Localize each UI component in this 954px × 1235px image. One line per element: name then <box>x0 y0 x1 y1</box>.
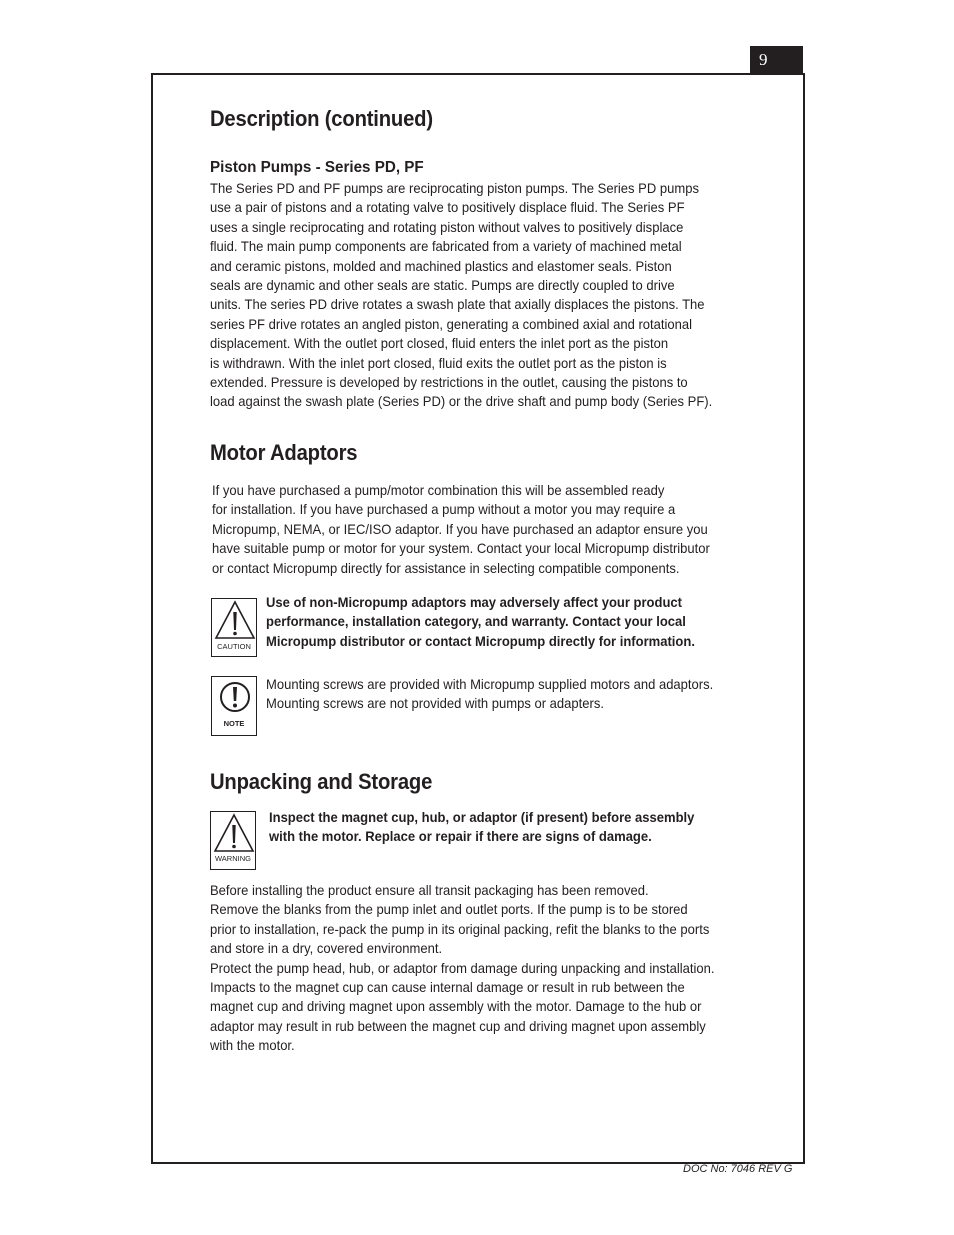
text-line: uses a single reciprocating and rotating piston without valves to positively displace <box>210 218 684 235</box>
text-line: Impacts to the magnet cup can cause internal damage or result in rub between the <box>210 979 685 996</box>
text-line: adaptor may result in rub between the magnet cup and driving magnet upon assembly <box>210 1017 706 1034</box>
text-line: extended. Pressure is developed by restrictions in the outlet, causing the pistons to <box>210 374 688 391</box>
text-line: magnet cup and driving magnet upon assembly with the motor. Damage to the hub or <box>210 998 702 1015</box>
note-text <box>266 675 747 714</box>
caution-text <box>266 593 727 651</box>
text-line: with the motor. <box>210 1037 295 1054</box>
document-number: DOC No: 7046 REV G <box>683 1163 793 1175</box>
text-line: If you have purchased a pump/motor combination this will be assembled ready <box>212 482 665 498</box>
text-line: Before installing the product ensure all transit packaging has been removed. <box>210 882 649 898</box>
text-line: units. The series PD drive rotates a swash plate that axially displaces the pistons. The <box>210 296 705 313</box>
warning-text <box>269 808 726 847</box>
description-paragraph <box>210 179 750 412</box>
text-line: prior to installation, re-pack the pump in its original packing, refit the blanks to the ports <box>210 920 710 937</box>
text-line: load against the swash plate (Series PD) or the drive shaft and pump body (Series PF). <box>210 393 713 410</box>
text-line: have suitable pump or motor for your system. Contact your local Micropump distributor <box>212 540 710 557</box>
text-line: Micropump, NEMA, or IEC/ISO adaptor. If you have purchased an adaptor ensure you <box>212 520 708 537</box>
note-icon-label: NOTE <box>223 719 245 728</box>
text-line: Micropump distributor or contact Micropump directly for information. <box>266 632 695 649</box>
text-line: Inspect the magnet cup, hub, or adaptor (if present) before assembly <box>269 809 695 825</box>
unpacking-paragraph <box>210 881 752 1056</box>
text-line: seals are dynamic and other seals are static. Pumps are directly coupled to drive <box>210 277 675 294</box>
warning-icon-label: WARNING <box>215 854 251 863</box>
unpacking-heading: Unpacking and Storage <box>210 769 433 794</box>
warning-icon <box>210 811 256 870</box>
text-line: with the motor. Replace or repair if there are signs of damage. <box>269 828 652 845</box>
text-line: is withdrawn. With the inlet port closed, fluid exits the outlet port as the piston is <box>210 354 667 371</box>
text-line: Use of non-Micropump adaptors may adversely affect your product <box>266 594 683 610</box>
motor-adaptors-paragraph <box>212 481 747 578</box>
text-line: The Series PD and PF pumps are reciprocating piston pumps. The Series PD pumps <box>210 180 699 196</box>
text-line: or contact Micropump directly for assistance in selecting compatible components. <box>212 559 680 576</box>
page-number: 9 <box>759 50 768 69</box>
text-line: performance, installation category, and warranty. Contact your local <box>266 613 686 630</box>
text-line: for installation. If you have purchased a pump without a motor you may require a <box>212 501 676 518</box>
text-line: Mounting screws are not provided with pumps or adapters. <box>266 695 604 712</box>
text-line: and store in a dry, covered environment. <box>210 940 443 957</box>
text-line: Mounting screws are provided with Micropump supplied motors and adaptors. <box>266 676 714 692</box>
text-line: Remove the blanks from the pump inlet and outlet ports. If the pump is to be stored <box>210 901 688 918</box>
motor-adaptors-heading: Motor Adaptors <box>210 440 358 465</box>
text-line: use a pair of pistons and a rotating valve to positively displace fluid. The Series PF <box>210 199 685 216</box>
piston-pumps-subheading: Piston Pumps - Series PD, PF <box>210 159 424 176</box>
caution-icon <box>211 598 257 657</box>
note-icon <box>211 676 257 736</box>
description-heading: Description (continued) <box>210 106 433 131</box>
text-line: Protect the pump head, hub, or adaptor from damage during unpacking and installation. <box>210 959 715 976</box>
caution-icon-label: CAUTION <box>217 642 251 651</box>
text-line: and ceramic pistons, molded and machined plastics and elastomer seals. Piston <box>210 257 672 274</box>
page-number-tab <box>750 46 803 74</box>
text-line: series PF drive rotates an angled piston, generating a combined axial and rotational <box>210 315 693 332</box>
text-line: fluid. The main pump components are fabricated from a variety of machined metal <box>210 238 682 255</box>
text-line: displacement. With the outlet port closed, fluid enters the inlet port as the piston <box>210 335 669 352</box>
